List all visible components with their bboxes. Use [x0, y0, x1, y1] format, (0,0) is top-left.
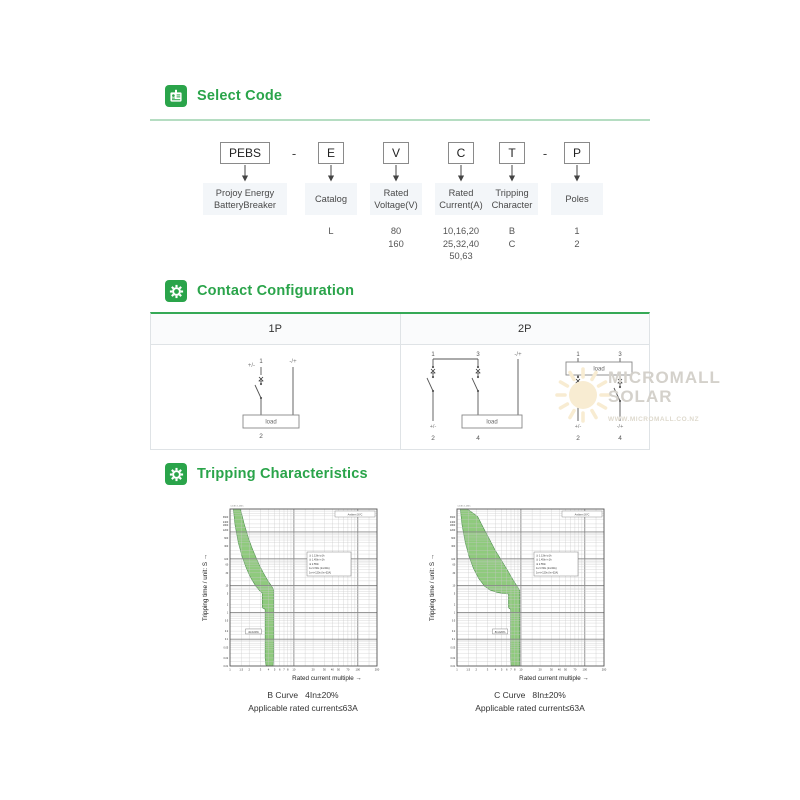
svg-text:4: 4	[267, 668, 270, 672]
svg-text:70: 70	[573, 668, 577, 672]
svg-text:② 1.45In t<1h: ② 1.45In t<1h	[536, 558, 552, 562]
caption-line	[425, 689, 635, 702]
svg-text:70: 70	[346, 668, 350, 672]
code-part-label: Rated Voltage(V)	[370, 183, 422, 215]
section-title-tripping-characteristics: Tripping Characteristics	[197, 466, 368, 482]
svg-text:Rated current multiple →: Rated current multiple →	[519, 675, 589, 682]
svg-text:3: 3	[486, 668, 489, 672]
down-arrow-icon	[326, 165, 336, 182]
code-part-p	[551, 142, 603, 250]
code-part-pebs	[203, 142, 287, 215]
svg-text:③ 2.55In: ③ 2.55In	[309, 562, 319, 566]
svg-text:10: 10	[519, 668, 523, 672]
svg-text:2400: 2400	[449, 520, 456, 524]
svg-text:7: 7	[283, 668, 285, 672]
svg-text:30: 30	[225, 571, 229, 575]
svg-text:4: 4	[617, 435, 622, 442]
svg-text:600: 600	[451, 536, 456, 540]
svg-text:1.45In: 1.45In	[464, 505, 471, 508]
code-part-label: Projoy Energy BatteryBreaker	[203, 183, 287, 215]
code-diagram	[150, 142, 650, 277]
column-header-2p: 2P	[518, 323, 532, 335]
svg-text:2: 2	[453, 603, 456, 607]
down-arrow-icon	[572, 165, 582, 182]
code-part-values: 10,16,20 25,32,40 50,63	[442, 226, 480, 261]
curve-tolerance: 8In±20%	[532, 690, 566, 700]
svg-text:0.02: 0.02	[223, 656, 229, 660]
svg-text:1: 1	[226, 611, 229, 615]
code-letter-box: E	[318, 142, 344, 164]
svg-text:Tripping time / unit: S →: Tripping time / unit: S →	[429, 553, 436, 622]
svg-text:10: 10	[225, 584, 229, 588]
watermark-line2: SOLAR	[608, 387, 673, 406]
svg-text:0.1: 0.1	[451, 638, 456, 642]
svg-text:2: 2	[575, 435, 580, 442]
svg-text:8: 8	[513, 668, 516, 672]
b-curve-caption	[198, 689, 408, 715]
svg-text:2: 2	[226, 603, 229, 607]
svg-text:2: 2	[430, 435, 435, 442]
section-header-contact-configuration	[165, 280, 354, 302]
down-arrow-icon	[240, 165, 250, 182]
svg-text:Ambient 30°C: Ambient 30°C	[347, 513, 363, 517]
svg-text:1: 1	[431, 352, 435, 358]
section-header-select-code	[165, 85, 282, 107]
svg-text:8In±20%: 8In±20%	[494, 630, 506, 634]
code-letter-box: PEBS	[220, 142, 270, 164]
svg-text:200: 200	[374, 668, 380, 672]
svg-text:3: 3	[618, 352, 622, 358]
svg-text:Ambient 30°C: Ambient 30°C	[574, 513, 590, 517]
svg-text:1.13In: 1.13In	[230, 505, 237, 508]
svg-text:1200: 1200	[222, 528, 229, 532]
code-part-t	[486, 142, 538, 250]
svg-text:3600: 3600	[449, 516, 456, 520]
svg-text:7: 7	[510, 668, 512, 672]
down-arrow-icon	[507, 165, 517, 182]
curve-name: C Curve	[494, 690, 526, 700]
svg-text:2: 2	[475, 668, 477, 672]
section-divider	[150, 119, 650, 121]
code-letter-box: P	[564, 142, 590, 164]
svg-text:100: 100	[582, 668, 588, 672]
svg-text:1s<t<120s (In>32A): 1s<t<120s (In>32A)	[309, 571, 332, 575]
svg-text:② 1.45In t<1h: ② 1.45In t<1h	[309, 558, 325, 562]
circuit-diagram-1p	[215, 351, 335, 443]
caption-note: Applicable rated current≤63A	[475, 703, 585, 713]
svg-text:5: 5	[500, 668, 503, 672]
tripping-chart-c-curve	[427, 497, 632, 693]
code-part-label: Catalog	[305, 183, 357, 215]
table-header-row	[151, 314, 649, 345]
code-separator-dash: -	[291, 145, 297, 161]
svg-text:60: 60	[452, 563, 456, 567]
svg-text:-/+: -/+	[514, 352, 522, 358]
circuit-diagram-2p-series	[406, 347, 538, 447]
svg-text:0.5: 0.5	[451, 619, 456, 623]
svg-text:-/+: -/+	[289, 359, 297, 365]
svg-text:3: 3	[476, 352, 480, 358]
code-part-label: Rated Current(A)	[435, 183, 487, 215]
svg-text:1s<t<60s (In≤32A): 1s<t<60s (In≤32A)	[309, 567, 330, 571]
svg-text:1s<t<120s (In>32A): 1s<t<120s (In>32A)	[536, 571, 559, 575]
code-part-label: Tripping Character	[486, 183, 538, 215]
svg-text:50: 50	[337, 668, 341, 672]
svg-text:40: 40	[330, 668, 334, 672]
table-body-row	[151, 345, 649, 449]
svg-text:2: 2	[259, 433, 264, 440]
svg-text:200: 200	[601, 668, 607, 672]
code-part-c	[435, 142, 487, 263]
svg-text:1800: 1800	[449, 524, 456, 528]
code-separator-dash: -	[542, 145, 548, 161]
svg-text:+/-: +/-	[574, 424, 582, 430]
tripping-chart-b-curve	[200, 497, 405, 693]
code-part-v	[370, 142, 422, 250]
badge-icon	[165, 85, 187, 107]
cell-2p	[401, 345, 650, 449]
svg-text:2: 2	[248, 668, 250, 672]
svg-text:1.5: 1.5	[239, 668, 244, 672]
svg-text:1.45In: 1.45In	[237, 505, 244, 508]
svg-text:1s<t<60s (In≤32A): 1s<t<60s (In≤32A)	[536, 567, 557, 571]
svg-text:100: 100	[451, 557, 456, 561]
svg-text:8: 8	[286, 668, 289, 672]
svg-text:300: 300	[224, 544, 229, 548]
svg-text:20: 20	[538, 668, 542, 672]
code-part-label: Poles	[551, 183, 603, 215]
svg-text:4: 4	[494, 668, 497, 672]
svg-text:0.01: 0.01	[450, 665, 456, 668]
code-letter-box: C	[448, 142, 475, 164]
code-part-values: B C	[508, 226, 516, 249]
svg-text:20: 20	[311, 668, 315, 672]
column-header-1p: 1P	[151, 314, 401, 344]
svg-text:1.13In: 1.13In	[457, 505, 464, 508]
curve-name: B Curve	[267, 690, 299, 700]
svg-text:+/-: +/-	[248, 363, 256, 369]
svg-text:load: load	[486, 419, 498, 426]
code-part-e	[305, 142, 357, 238]
svg-text:5: 5	[273, 668, 276, 672]
svg-text:30: 30	[322, 668, 326, 672]
svg-text:Rated current multiple →: Rated current multiple →	[292, 675, 362, 682]
svg-text:③ 2.55In: ③ 2.55In	[536, 562, 546, 566]
svg-text:1800: 1800	[222, 524, 229, 528]
svg-text:50: 50	[564, 668, 568, 672]
svg-text:1.5: 1.5	[466, 668, 471, 672]
svg-text:4In±20%: 4In±20%	[248, 630, 259, 634]
svg-text:0.1: 0.1	[224, 638, 229, 642]
svg-text:4: 4	[475, 435, 480, 442]
svg-text:10: 10	[292, 668, 296, 672]
svg-text:100: 100	[224, 557, 229, 561]
section-title-select-code: Select Code	[197, 88, 283, 104]
svg-text:10: 10	[452, 584, 456, 588]
svg-text:6: 6	[278, 668, 281, 672]
svg-text:30: 30	[549, 668, 553, 672]
svg-text:① 1.13In t≥1h: ① 1.13In t≥1h	[536, 554, 552, 558]
svg-text:① 1.13In t≥1h: ① 1.13In t≥1h	[309, 554, 325, 558]
svg-text:3: 3	[259, 668, 262, 672]
code-letter-box: V	[383, 142, 409, 164]
watermark-url: WWW.MICROMALL.CO.NZ	[608, 416, 700, 423]
code-part-values: L	[328, 226, 334, 236]
svg-text:0.5: 0.5	[224, 619, 229, 623]
code-letter-box: T	[499, 142, 525, 164]
section-title-contact-configuration: Contact Configuration	[197, 283, 355, 299]
caption-note: Applicable rated current≤63A	[248, 703, 358, 713]
section-header-tripping-characteristics	[165, 463, 368, 485]
svg-text:300: 300	[451, 544, 456, 548]
svg-text:-/+: -/+	[616, 424, 624, 430]
svg-text:load: load	[593, 366, 605, 373]
gear-icon	[165, 280, 187, 302]
svg-text:1: 1	[229, 668, 231, 672]
svg-text:100: 100	[355, 668, 361, 672]
svg-text:0.02: 0.02	[450, 656, 456, 660]
svg-text:1: 1	[456, 668, 458, 672]
svg-text:Tripping time / unit: S →: Tripping time / unit: S →	[202, 553, 209, 622]
svg-text:0.01: 0.01	[223, 665, 229, 668]
svg-text:1: 1	[453, 611, 456, 615]
svg-text:+/-: +/-	[429, 424, 437, 430]
watermark-line1: MICROMALL	[608, 368, 721, 387]
caption-line	[198, 689, 408, 702]
svg-text:1200: 1200	[449, 528, 456, 532]
contact-configuration-table	[150, 312, 650, 450]
svg-text:40: 40	[557, 668, 561, 672]
down-arrow-icon	[456, 165, 466, 182]
svg-text:0.2: 0.2	[451, 630, 456, 634]
svg-text:0.2: 0.2	[224, 630, 229, 634]
code-part-values: 80 160	[388, 226, 404, 249]
tripping-band	[233, 509, 273, 666]
svg-text:6: 6	[505, 668, 508, 672]
gear-icon	[165, 463, 187, 485]
svg-text:30: 30	[452, 571, 456, 575]
down-arrow-icon	[391, 165, 401, 182]
svg-text:3600: 3600	[222, 516, 229, 520]
svg-text:0.05: 0.05	[450, 646, 456, 650]
svg-text:60: 60	[225, 563, 229, 567]
curve-tolerance: 4In±20%	[305, 690, 339, 700]
svg-text:1: 1	[576, 352, 580, 358]
svg-text:5: 5	[453, 592, 456, 596]
svg-text:600: 600	[224, 536, 229, 540]
code-part-values: 1 2	[574, 226, 580, 249]
circuit-diagram-2p-load-top	[552, 347, 644, 447]
cell-1p	[151, 345, 401, 449]
svg-text:5: 5	[226, 592, 229, 596]
svg-text:load: load	[265, 419, 277, 426]
svg-text:0.05: 0.05	[223, 646, 229, 650]
c-curve-caption	[425, 689, 635, 715]
svg-text:2400: 2400	[222, 520, 229, 524]
svg-text:1: 1	[259, 359, 263, 365]
